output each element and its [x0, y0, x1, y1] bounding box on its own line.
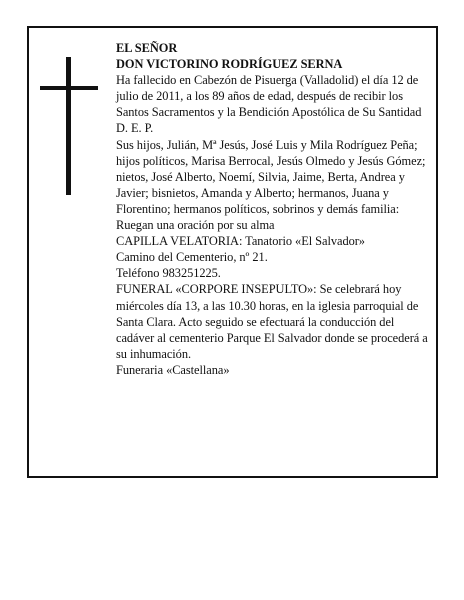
title-line-2: DON VICTORINO RODRÍGUEZ SERNA [116, 57, 343, 72]
family-list: Sus hijos, Julián, Mª Jesús, José Luis y Mila Rodríguez Peña; hijos políticos, Marisa Berrocal, Jesús Olmedo y Jesús Gómez; nietos, José Alberto, Noemí, Silvia, Jaime, Berta, Andrea y Javier; bisnietos, Amanda y Alberto; hermanos, Juana y Florentino; hermanos políticos, sobrinos y demás familia: [116, 137, 426, 216]
cross-horizontal-bar [40, 86, 98, 90]
cross-vertical-bar [66, 57, 71, 195]
funeral-details: FUNERAL «CORPORE INSEPULTO»: Se celebrará hoy miércoles día 13, a las 10.30 horas, en la iglesia parroquial de Santa Clara. Acto seguido se efectuará la conducción del cadáver al cementerio Parque El Salvador donde se procederá a su inhumación. [116, 282, 428, 361]
notice-text [116, 40, 432, 378]
rest-in-peace: D. E. P. [116, 121, 154, 136]
funeral-home: Funeraria «Castellana» [116, 362, 230, 377]
title-line-1: EL SEÑOR [116, 41, 178, 55]
chapel-name: CAPILLA VELATORIA: Tanatorio «El Salvador» [116, 234, 365, 249]
prayer-request: Ruegan una oración por su alma [116, 218, 275, 233]
latin-cross-icon [40, 57, 98, 195]
chapel-phone: Teléfono 983251225. [116, 266, 221, 281]
obituary-notice [27, 26, 438, 478]
chapel-address: Camino del Cementerio, nº 21. [116, 250, 268, 265]
death-announcement: Ha fallecido en Cabezón de Pisuerga (Valladolid) el día 12 de julio de 2011, a los 89 años de edad, después de recibir los Santos Sacramentos y la Bendición Apostólica de Su Santidad [116, 73, 422, 120]
